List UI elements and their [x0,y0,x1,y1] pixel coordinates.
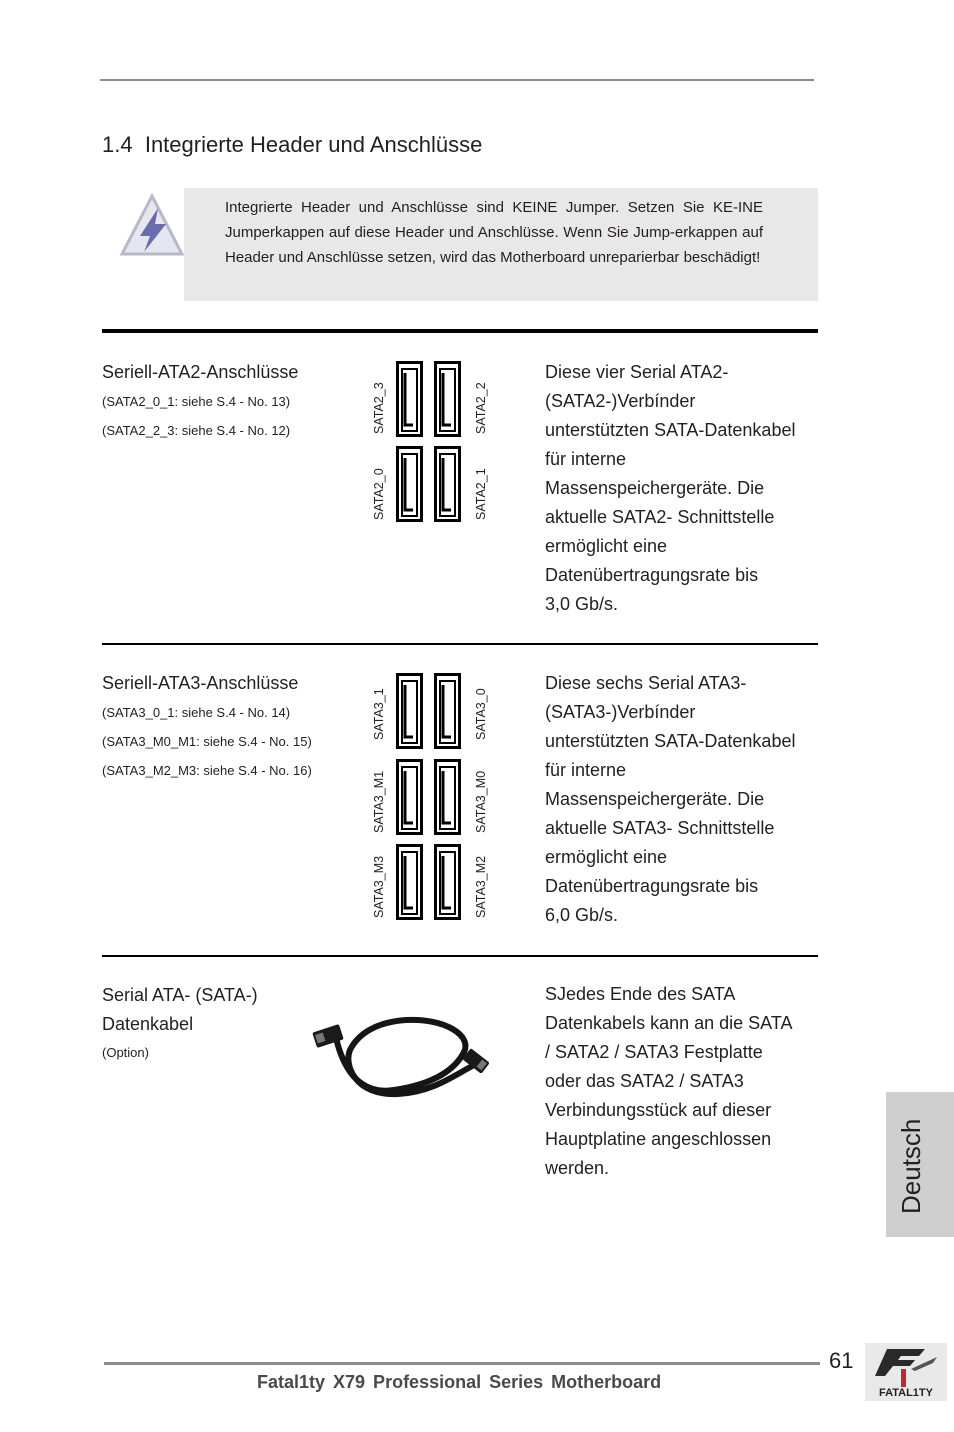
cable-desc-line: oder das SATA2 / SATA3 [545,1071,744,1091]
warning-lightning-icon [112,190,190,260]
cable-desc-line: / SATA2 / SATA3 Festplatte [545,1042,763,1062]
sata3-desc-line: Datenübertragungsrate bis [545,876,759,896]
section-title: Integrierte Header und Anschlüsse [144,132,483,157]
section-divider [102,955,818,957]
sata2-1-label: SATA2_1 [474,468,488,520]
warning-text: Integrierte Header und Anschlüsse sind KEINE Jumper. Setzen Sie KE-INE Jumperkappen auf diese Header und Anschlüsse. Wenn Sie Jump-erkappen auf Header und Anschlüsse setzen, wird das Motherboard unreparierbar beschädigt! [225,199,763,266]
sata2-0-connector [396,446,423,522]
sata2-3-label: SATA2_3 [372,382,386,434]
section-divider [102,643,818,645]
sata2-desc-line: unterstützten SATA-Datenkabel [545,420,796,440]
sata2-0-label: SATA2_0 [372,468,386,520]
sata2-ref-2: (SATA2_2_3: siehe S.4 - No. 12) [102,423,291,438]
section-divider-thick [102,329,818,333]
sata2-desc-line: 3,0 Gb/s. [545,594,619,614]
sata3-desc-line: 6,0 Gb/s. [545,905,619,925]
sata3-desc-line: Massenspeichergeräte. Die [545,789,765,809]
sata3-m0-label: SATA3_M0 [474,770,488,833]
sata3-desc-line: ermöglicht eine [545,847,668,867]
sata2-desc-line: Diese vier Serial ATA2- [545,362,729,382]
cable-desc-line: SJedes Ende des SATA [545,984,736,1004]
sata3-m3-connector [396,844,423,920]
sata2-desc-line: für interne [545,449,627,469]
footer-title: Fatal1ty X79 Professional Series Motherboard [257,1372,662,1392]
section-heading [102,132,482,158]
sata3-1-connector [396,673,423,749]
sata3-ref-1: (SATA3_0_1: siehe S.4 - No. 14) [102,705,291,720]
sata2-2-connector [434,361,461,437]
cable-desc-line: Hauptplatine angeschlossen [545,1129,772,1149]
cable-option: (Option) [102,1045,149,1060]
language-tab-label: Deutsch [896,1118,926,1214]
sata2-2-label: SATA2_2 [474,382,488,434]
sata3-m2-connector [434,844,461,920]
cable-desc-line: Datenkabels kann an die SATA [545,1013,793,1033]
sata3-description [545,669,820,930]
sata3-desc-line: (SATA3-)Verbínder [545,702,696,722]
sata3-m1-connector [396,759,423,835]
sata3-desc-line: Diese sechs Serial ATA3- [545,673,747,693]
sata2-desc-line: aktuelle SATA2- Schnittstelle [545,507,775,527]
cable-desc-line: Verbindungsstück auf dieser [545,1100,772,1120]
sata2-description [545,358,820,619]
sata2-ref-1: (SATA2_0_1: siehe S.4 - No. 13) [102,394,291,409]
cable-description [545,980,820,1183]
page-number: 61 [829,1348,854,1373]
sata3-m2-label: SATA3_M2 [474,855,488,918]
logo-text: FATAL1TY [879,1387,933,1399]
sata-cable-image [306,1008,492,1100]
sata2-1-connector [434,446,461,522]
sata3-ref-3: (SATA3_M2_M3: siehe S.4 - No. 16) [102,763,312,778]
sata3-m0-connector [434,759,461,835]
sata2-title: Seriell-ATA2-Anschlüsse [102,362,299,382]
sata2-desc-line: Datenübertragungsrate bis [545,565,759,585]
section-number: 1.4 [102,132,133,157]
cable-title-line2: Datenkabel [102,1014,194,1034]
footer-rule [104,1362,820,1365]
sata3-desc-line: für interne [545,760,627,780]
top-rule [100,79,814,81]
cable-title-line1: Serial ATA- (SATA-) [102,985,258,1005]
sata3-desc-line: unterstützten SATA-Datenkabel [545,731,796,751]
sata3-m1-label: SATA3_M1 [372,770,386,833]
sata2-desc-line: ermöglicht eine [545,536,668,556]
fatal1ty-logo [865,1343,947,1401]
sata3-m3-label: SATA3_M3 [372,855,386,918]
sata2-3-connector [396,361,423,437]
sata3-title: Seriell-ATA3-Anschlüsse [102,673,299,693]
cable-desc-line: werden. [545,1158,610,1178]
sata3-1-label: SATA3_1 [372,688,386,740]
sata2-desc-line: (SATA2-)Verbínder [545,391,696,411]
sata3-desc-line: aktuelle SATA3- Schnittstelle [545,818,775,838]
sata3-ref-2: (SATA3_M0_M1: siehe S.4 - No. 15) [102,734,312,749]
sata3-0-connector [434,673,461,749]
sata2-desc-line: Massenspeichergeräte. Die [545,478,765,498]
sata3-0-label: SATA3_0 [474,688,488,740]
